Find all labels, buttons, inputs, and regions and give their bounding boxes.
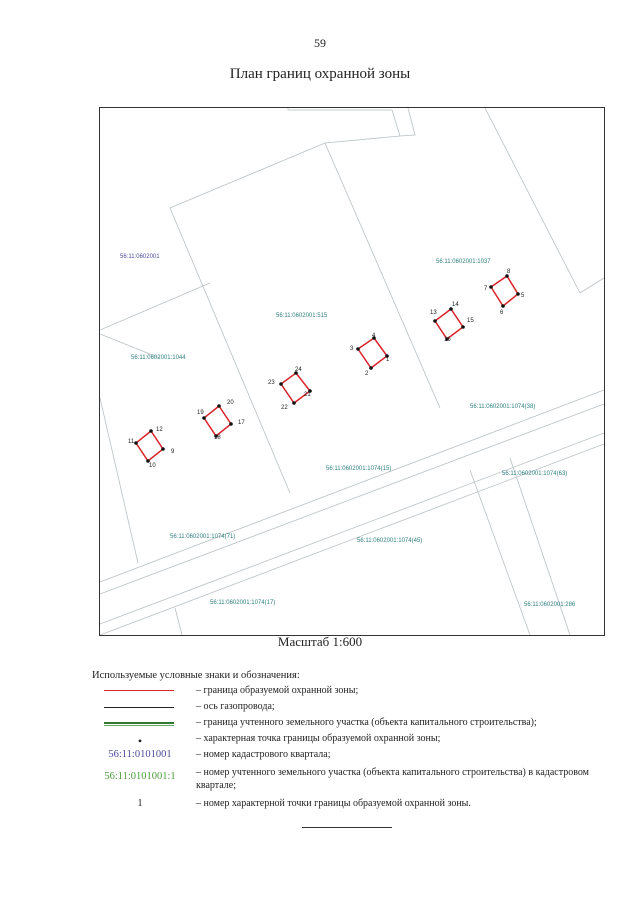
parcel-label: 56:11:0602001:1037 [436, 259, 491, 265]
point-dot-symbol: • [137, 734, 143, 748]
characteristic-points [134, 274, 520, 463]
parcel-boundaries [100, 108, 604, 635]
protection-zone [491, 276, 518, 306]
point-label: 7 [484, 286, 488, 292]
legend-text: – номер учтенного земельного участка (объекта капитального строительства) в кадастровом квартале; [196, 767, 590, 791]
quarter-label: 56:11:0602001 [120, 254, 160, 260]
gas-axis-symbol [104, 707, 174, 708]
parcel-boundary [485, 108, 580, 293]
parcel-label: 56:11:0602001:515 [276, 313, 328, 319]
parcel-boundary [170, 143, 325, 208]
point-label: 24 [295, 367, 302, 373]
characteristic-point [149, 429, 153, 433]
protection-zone [435, 309, 463, 339]
bottom-rule [302, 827, 392, 828]
legend-text: – граница образуемой охранной зоны; [196, 685, 359, 696]
parcel-label: 56:11:0602001:1044 [131, 355, 186, 361]
point-label: 20 [227, 400, 234, 406]
protection-zone [204, 406, 231, 436]
parcel-label: 56:11:0602001:286 [524, 602, 576, 608]
parcel-label: 56:11:0602001:1074(15) [326, 466, 392, 472]
characteristic-point [202, 416, 206, 420]
legend-text: – номер кадастрового квартала; [196, 749, 331, 760]
characteristic-point [516, 292, 520, 296]
parcel-label: 56:11:0602001:1074(38) [470, 404, 536, 410]
parcel-label: 56:11:0602001:1074(63) [502, 471, 568, 477]
parcel-label: 56:11:0602001:1074(45) [357, 538, 423, 544]
legend-text: – номер характерной точки границы образуемой охранной зоны. [196, 798, 471, 809]
map-frame [99, 107, 605, 636]
page-title: План границ охранной зоны [229, 66, 411, 82]
quarter-number-symbol: 56:11:0101001 [108, 749, 172, 760]
point-label: 21 [304, 392, 311, 398]
parcel-boundary [170, 208, 290, 493]
point-label: 19 [197, 410, 204, 416]
parcel-number-symbol: 56:11:0101001:1 [104, 771, 176, 782]
protection-zone [281, 373, 310, 403]
cadastral-map [100, 108, 604, 635]
characteristic-point [161, 447, 165, 451]
characteristic-point [501, 304, 505, 308]
parcel-boundary [100, 433, 604, 624]
characteristic-point [461, 325, 465, 329]
point-label: 2 [365, 371, 369, 377]
point-label: 6 [500, 310, 504, 316]
protection-zone [136, 431, 163, 461]
point-label: 22 [281, 405, 288, 411]
characteristic-point [279, 382, 283, 386]
characteristic-point [433, 319, 437, 323]
zone-boundary-symbol [104, 690, 174, 691]
characteristic-point [369, 366, 373, 370]
parcel-boundary [100, 404, 604, 594]
characteristic-point [356, 347, 360, 351]
characteristic-point [134, 441, 138, 445]
point-label: 9 [171, 449, 175, 455]
parcel-boundary [100, 398, 138, 563]
parcel-boundary [100, 283, 210, 330]
map-scale: Масштаб 1:600 [277, 634, 363, 649]
point-label: 10 [149, 463, 156, 469]
point-label: 3 [350, 346, 354, 352]
point-label: 4 [372, 333, 376, 339]
point-label: 18 [214, 435, 221, 441]
point-label: 23 [268, 380, 275, 386]
page-number: 59 [314, 36, 326, 50]
point-number-symbol: 1 [137, 798, 143, 809]
parcel-boundary [325, 143, 440, 408]
parcel-boundary [100, 390, 604, 582]
legend-text: – граница учтенного земельного участка (объекта капитального строительства); [196, 717, 537, 728]
parcel-boundary [288, 108, 415, 136]
characteristic-point [489, 285, 493, 289]
point-label: 12 [156, 427, 163, 433]
legend-text: – ось газопровода; [196, 701, 275, 712]
parcel-boundary [175, 608, 182, 635]
protection-zones [136, 276, 518, 461]
point-label: 5 [521, 293, 525, 299]
parcel-boundary [510, 458, 570, 635]
point-label: 8 [507, 269, 511, 275]
parcel-label: 56:11:0602001:1074(71) [170, 534, 236, 540]
legend-text: – характерная точка границы образуемой охранной зоны; [196, 733, 441, 744]
parcel-boundary [580, 278, 604, 293]
characteristic-point [292, 401, 296, 405]
parcel-boundary [325, 136, 400, 143]
characteristic-point [217, 404, 221, 408]
characteristic-point [229, 422, 233, 426]
point-label: 13 [430, 310, 437, 316]
protection-zone [358, 338, 387, 368]
parcel-boundary [470, 470, 530, 635]
parcel-boundary-symbol [104, 722, 174, 726]
parcel-label: 56:11:0602001:1074(17) [210, 600, 276, 606]
point-label: 11 [128, 439, 135, 445]
point-label: 14 [452, 302, 459, 308]
point-label: 16 [444, 337, 451, 343]
legend-title: Используемые условные знаки и обозначения: [92, 670, 300, 681]
point-label: 15 [467, 318, 474, 324]
point-label: 1 [386, 357, 390, 363]
point-label: 17 [238, 420, 245, 426]
